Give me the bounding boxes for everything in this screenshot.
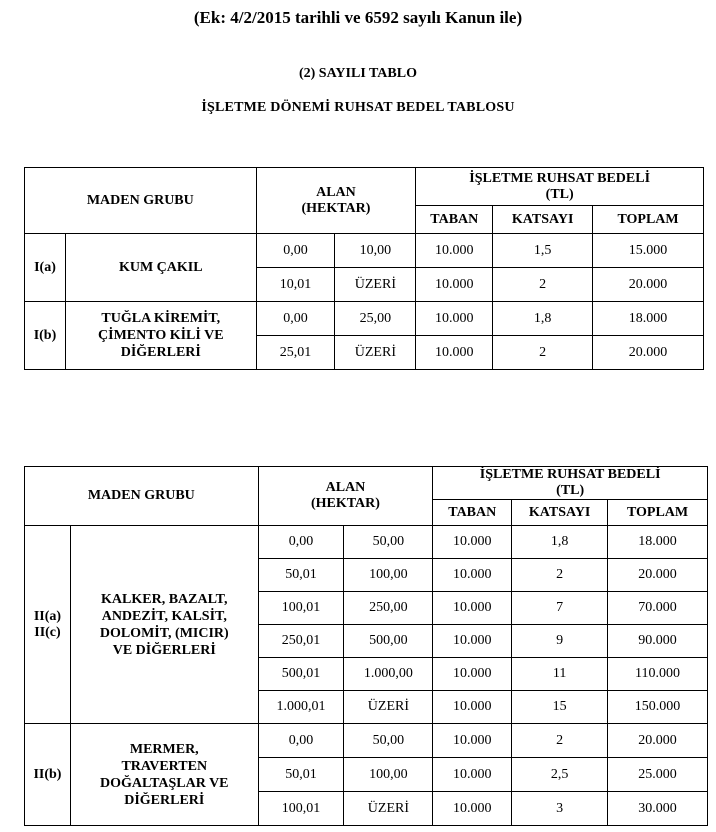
group-name xyxy=(65,234,256,302)
group-code xyxy=(25,724,71,826)
katsayi-value: 15 xyxy=(512,691,608,724)
alan-from: 250,01 xyxy=(258,625,344,658)
toplam-value: 18.000 xyxy=(593,302,704,336)
katsayi-value: 3 xyxy=(512,792,608,826)
group-name xyxy=(70,526,258,724)
toplam-value: 20.000 xyxy=(608,724,708,758)
alan-from: 0,00 xyxy=(256,234,335,268)
group-name-line: DOĞALTAŞLAR VE xyxy=(100,775,229,791)
taban-value: 10.000 xyxy=(433,625,512,658)
table-row xyxy=(25,302,704,336)
table-row xyxy=(25,724,708,758)
header-alan-line2: (HEKTAR) xyxy=(301,200,371,216)
header-bedel-line1: İŞLETME RUHSAT BEDELİ xyxy=(469,170,651,186)
group-code-line: II(a) xyxy=(33,608,62,624)
group-name-line: VE DİĞERLERİ xyxy=(112,642,216,658)
toplam-value: 20.000 xyxy=(593,268,704,302)
toplam-value: 20.000 xyxy=(593,336,704,370)
alan-from: 100,01 xyxy=(258,792,344,826)
toplam-value: 70.000 xyxy=(608,592,708,625)
group-name-line: DİĞERLERİ xyxy=(124,792,205,808)
amendment-note: (Ek: 4/2/2015 tarihli ve 6592 sayılı Kanun ile) xyxy=(193,8,523,27)
group-code: I(b) xyxy=(25,302,66,370)
taban-value: 10.000 xyxy=(433,559,512,592)
toplam-value: 20.000 xyxy=(608,559,708,592)
taban-value: 10.000 xyxy=(433,526,512,559)
katsayi-value: 1,8 xyxy=(512,526,608,559)
group-name-line: KUM ÇAKIL xyxy=(118,260,203,275)
alan-to: ÜZERİ xyxy=(335,336,416,370)
alan-to: 100,00 xyxy=(344,559,433,592)
table-number: (2) SAYILI TABLO xyxy=(298,66,417,81)
katsayi-value: 2 xyxy=(493,336,593,370)
taban-value: 10.000 xyxy=(416,268,493,302)
alan-to: 500,00 xyxy=(344,625,433,658)
alan-to: 10,00 xyxy=(335,234,416,268)
group-name-line: TRAVERTEN xyxy=(121,758,208,774)
license-fee-table-group-1 xyxy=(24,167,704,370)
toplam-value: 110.000 xyxy=(608,658,708,691)
taban-value: 10.000 xyxy=(433,658,512,691)
alan-to: ÜZERİ xyxy=(344,792,433,826)
group-name-line: DOLOMİT, (MICIR) xyxy=(99,625,229,641)
toplam-value: 25.000 xyxy=(608,758,708,792)
toplam-value: 150.000 xyxy=(608,691,708,724)
header-alan xyxy=(256,168,416,234)
taban-value: 10.000 xyxy=(433,724,512,758)
group-code xyxy=(25,526,71,724)
alan-from: 10,01 xyxy=(256,268,335,302)
group-name-line: MERMER, xyxy=(129,741,199,757)
taban-value: 10.000 xyxy=(433,792,512,826)
group-name-line: ÇİMENTO KİLİ VE xyxy=(98,328,224,343)
group-name xyxy=(70,724,258,826)
header-maden-grubu: MADEN GRUBU xyxy=(25,467,259,526)
group-name-line: DİĞERLERİ xyxy=(120,345,201,360)
alan-from: 50,01 xyxy=(258,559,344,592)
group-name-line: KALKER, BAZALT, xyxy=(101,591,228,607)
alan-from: 0,00 xyxy=(258,724,344,758)
license-fee-table-group-2 xyxy=(24,466,708,826)
table-title: İŞLETME DÖNEMİ RUHSAT BEDEL TABLOSU xyxy=(201,100,515,115)
header-katsayi: KATSAYI xyxy=(512,500,608,526)
group-name-line: TUĞLA KİREMİT, xyxy=(101,311,221,326)
alan-from: 100,01 xyxy=(258,592,344,625)
katsayi-value: 2 xyxy=(512,724,608,758)
header-bedel xyxy=(416,168,704,206)
header-bedel-line2: (TL) xyxy=(556,483,585,498)
taban-value: 10.000 xyxy=(433,758,512,792)
taban-value: 10.000 xyxy=(433,691,512,724)
table-row xyxy=(25,234,704,268)
header-toplam: TOPLAM xyxy=(593,206,704,234)
header-katsayi: KATSAYI xyxy=(493,206,593,234)
alan-from: 50,01 xyxy=(258,758,344,792)
taban-value: 10.000 xyxy=(433,592,512,625)
alan-from: 25,01 xyxy=(256,336,335,370)
table-row xyxy=(25,526,708,559)
alan-to: 50,00 xyxy=(344,724,433,758)
taban-value: 10.000 xyxy=(416,336,493,370)
alan-from: 1.000,01 xyxy=(258,691,344,724)
header-bedel-line2: (TL) xyxy=(545,186,574,202)
header-maden-grubu: MADEN GRUBU xyxy=(25,168,257,234)
toplam-value: 90.000 xyxy=(608,625,708,658)
toplam-value: 30.000 xyxy=(608,792,708,826)
group-code-line: II(b) xyxy=(33,766,62,782)
header-taban: TABAN xyxy=(416,206,493,234)
alan-to: 1.000,00 xyxy=(344,658,433,691)
katsayi-value: 2 xyxy=(493,268,593,302)
katsayi-value: 2,5 xyxy=(512,758,608,792)
toplam-value: 15.000 xyxy=(593,234,704,268)
header-alan xyxy=(258,467,433,526)
header-taban: TABAN xyxy=(433,500,512,526)
group-code: I(a) xyxy=(25,234,66,302)
taban-value: 10.000 xyxy=(416,302,493,336)
alan-to: 250,00 xyxy=(344,592,433,625)
alan-from: 0,00 xyxy=(256,302,335,336)
group-name-line: ANDEZİT, KALSİT, xyxy=(101,608,227,624)
header-toplam: TOPLAM xyxy=(608,500,708,526)
alan-from: 500,01 xyxy=(258,658,344,691)
header-alan-line1: ALAN xyxy=(316,184,356,200)
katsayi-value: 2 xyxy=(512,559,608,592)
taban-value: 10.000 xyxy=(416,234,493,268)
group-name xyxy=(65,302,256,370)
alan-from: 0,00 xyxy=(258,526,344,559)
header-alan-line1: ALAN xyxy=(325,480,366,495)
group-code-line: II(c) xyxy=(34,624,61,640)
header-bedel xyxy=(433,467,708,500)
alan-to: 50,00 xyxy=(344,526,433,559)
alan-to: 100,00 xyxy=(344,758,433,792)
katsayi-value: 1,8 xyxy=(493,302,593,336)
alan-to: 25,00 xyxy=(335,302,416,336)
alan-to: ÜZERİ xyxy=(335,268,416,302)
katsayi-value: 11 xyxy=(512,658,608,691)
katsayi-value: 1,5 xyxy=(493,234,593,268)
alan-to: ÜZERİ xyxy=(344,691,433,724)
katsayi-value: 9 xyxy=(512,625,608,658)
header-alan-line2: (HEKTAR) xyxy=(310,496,380,511)
toplam-value: 18.000 xyxy=(608,526,708,559)
katsayi-value: 7 xyxy=(512,592,608,625)
header-bedel-line1: İŞLETME RUHSAT BEDELİ xyxy=(479,467,661,482)
